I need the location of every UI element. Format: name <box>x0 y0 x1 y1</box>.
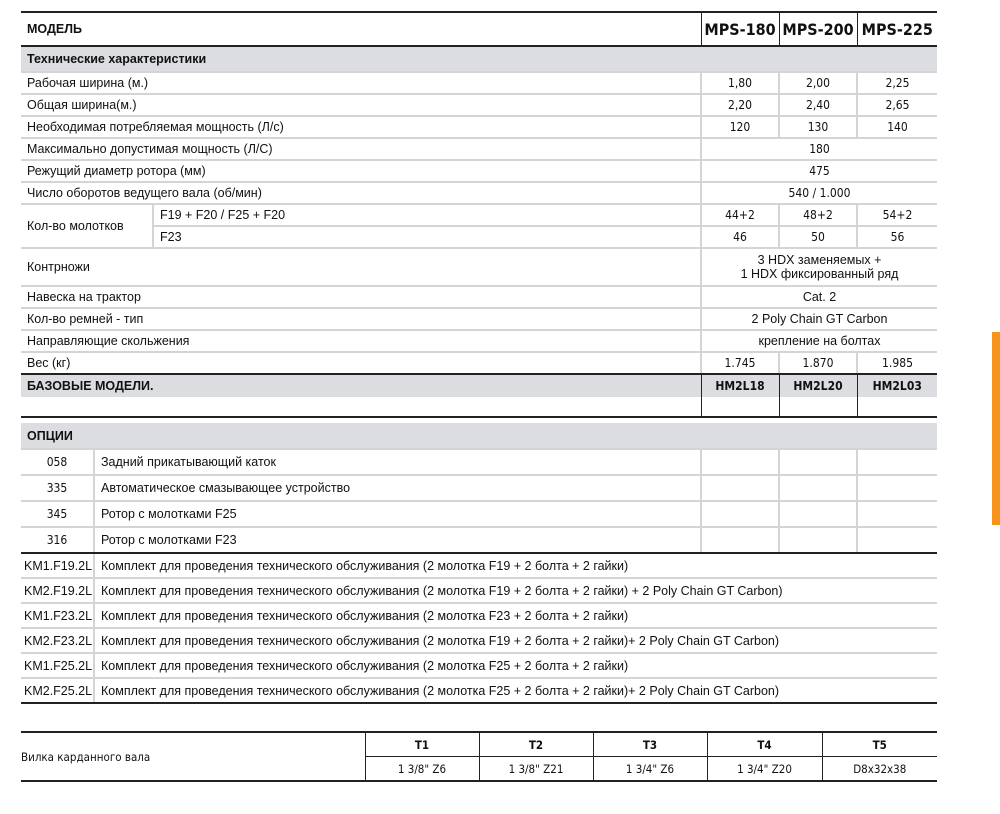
spec-value: 44+2 <box>701 204 779 226</box>
empty-cell <box>779 501 857 527</box>
model-name: MPS-200 <box>779 12 857 46</box>
section-heading: Технические характеристики <box>21 46 937 72</box>
spec-row <box>21 226 937 248</box>
kit-row <box>21 603 937 628</box>
spec-value: 2,00 <box>779 72 857 94</box>
base-model-code: HM2L18 <box>701 374 779 397</box>
spec-label: Навеска на трактор <box>21 286 701 308</box>
spec-label: Рабочая ширина (м.) <box>21 72 701 94</box>
empty-cell <box>779 475 857 501</box>
spec-row <box>21 160 937 182</box>
pto-value: 1 3/4" Z6 <box>593 757 707 782</box>
spec-value: 2,20 <box>701 94 779 116</box>
spec-value: 475 <box>701 160 937 182</box>
spec-value <box>701 248 937 286</box>
empty-cell <box>857 501 937 527</box>
model-header-row <box>21 12 937 46</box>
option-row <box>21 449 937 475</box>
kit-code: KM1.F25.2L <box>21 653 94 678</box>
spec-row <box>21 138 937 160</box>
spec-row <box>21 248 937 286</box>
empty-cell <box>701 397 779 417</box>
kit-desc: Комплект для проведения технического обслуживания (2 молотка F19 + 2 болта + 2 гайки)+ 2 Poly Chain GT Carbon) <box>94 628 937 653</box>
option-desc: Задний прикатывающий каток <box>94 449 701 475</box>
option-desc: Ротор с молотками F23 <box>94 527 701 553</box>
pto-type: T1 <box>365 732 479 757</box>
spec-label: Направляющие скольжения <box>21 330 701 352</box>
spec-row <box>21 182 937 204</box>
base-models-empty-row <box>21 397 937 417</box>
specs-table <box>21 11 937 418</box>
spec-value: 2,65 <box>857 94 937 116</box>
spec-value: 1,80 <box>701 72 779 94</box>
spec-value: 2,40 <box>779 94 857 116</box>
pto-value: 1 3/8" Z21 <box>479 757 593 782</box>
spec-sublabel: F19 + F20 / F25 + F20 <box>153 204 701 226</box>
spec-value-line: 3 HDX заменяемых + <box>757 253 882 267</box>
kit-code: KM2.F25.2L <box>21 678 94 703</box>
empty-cell <box>779 397 857 417</box>
spec-value: 48+2 <box>779 204 857 226</box>
pto-value: D8x32x38 <box>822 757 937 782</box>
spec-label: Режущий диаметр ротора (мм) <box>21 160 701 182</box>
accent-bar <box>992 332 1000 525</box>
empty-cell <box>701 449 779 475</box>
kit-row <box>21 653 937 678</box>
spec-value: 46 <box>701 226 779 248</box>
option-row <box>21 501 937 527</box>
empty-cell <box>701 527 779 553</box>
pto-table <box>21 731 937 782</box>
spec-value: 180 <box>701 138 937 160</box>
empty-cell <box>857 527 937 553</box>
base-models-label: БАЗОВЫЕ МОДЕЛИ. <box>21 374 701 397</box>
spec-label: Кол-во ремней - тип <box>21 308 701 330</box>
spec-value: 1.985 <box>857 352 937 374</box>
spec-label: Необходимая потребляемая мощность (Л/с) <box>21 116 701 138</box>
kit-code: KM1.F23.2L <box>21 603 94 628</box>
kit-desc: Комплект для проведения технического обслуживания (2 молотка F19 + 2 болта + 2 гайки) + 2 Poly Chain GT Carbon) <box>94 578 937 603</box>
spec-label: Максимально допустимая мощность (Л/С) <box>21 138 701 160</box>
spec-label: Кол-во молотков <box>21 204 153 248</box>
spec-value: 2,25 <box>857 72 937 94</box>
spec-row <box>21 72 937 94</box>
empty-cell <box>701 501 779 527</box>
spec-value: 1.870 <box>779 352 857 374</box>
spec-label: Общая ширина(м.) <box>21 94 701 116</box>
kit-desc: Комплект для проведения технического обслуживания (2 молотка F19 + 2 болта + 2 гайки) <box>94 553 937 578</box>
spec-value: 540 / 1.000 <box>701 182 937 204</box>
spec-row <box>21 94 937 116</box>
pto-value: 1 3/8" Z6 <box>365 757 479 782</box>
pto-type: T5 <box>822 732 937 757</box>
section-heading-row <box>21 46 937 72</box>
base-model-code: HM2L20 <box>779 374 857 397</box>
model-name: MPS-225 <box>857 12 937 46</box>
empty-cell <box>779 527 857 553</box>
spec-value: 56 <box>857 226 937 248</box>
option-row <box>21 527 937 553</box>
model-name: MPS-180 <box>701 12 779 46</box>
spec-value: 130 <box>779 116 857 138</box>
option-desc: Ротор с молотками F25 <box>94 501 701 527</box>
empty-cell <box>857 449 937 475</box>
options-table <box>21 423 937 704</box>
kit-desc: Комплект для проведения технического обслуживания (2 молотка F23 + 2 болта + 2 гайки) <box>94 603 937 628</box>
spec-value: 120 <box>701 116 779 138</box>
spec-label: Контрножи <box>21 248 701 286</box>
spec-value-line: 1 HDX фиксированный ряд <box>740 267 899 281</box>
base-models-row <box>21 374 937 397</box>
kit-code: KM1.F19.2L <box>21 553 94 578</box>
spec-row <box>21 204 937 226</box>
kit-desc: Комплект для проведения технического обслуживания (2 молотка F25 + 2 болта + 2 гайки)+ 2 Poly Chain GT Carbon) <box>94 678 937 703</box>
empty-cell <box>21 397 701 417</box>
pto-label: Вилка карданного вала <box>21 749 151 764</box>
empty-cell <box>701 475 779 501</box>
kit-code: KM2.F23.2L <box>21 628 94 653</box>
model-label: МОДЕЛЬ <box>21 12 701 46</box>
empty-cell <box>857 475 937 501</box>
spec-row <box>21 352 937 374</box>
spec-row <box>21 286 937 308</box>
spec-row <box>21 116 937 138</box>
spec-value: крепление на болтах <box>701 330 937 352</box>
kit-row <box>21 578 937 603</box>
spec-value: 50 <box>779 226 857 248</box>
kit-row <box>21 553 937 578</box>
option-code: 058 <box>21 449 94 475</box>
empty-cell <box>779 449 857 475</box>
option-code: 316 <box>21 527 94 553</box>
spec-value: 140 <box>857 116 937 138</box>
spec-label: Вес (кг) <box>21 352 701 374</box>
kit-row <box>21 628 937 653</box>
spec-value: 2 Poly Chain GT Carbon <box>701 308 937 330</box>
pto-type: T3 <box>593 732 707 757</box>
option-desc: Автоматическое смазывающее устройство <box>94 475 701 501</box>
spec-value: Cat. 2 <box>701 286 937 308</box>
options-heading: ОПЦИИ <box>21 423 937 449</box>
spec-row <box>21 308 937 330</box>
option-row <box>21 475 937 501</box>
spec-value: 54+2 <box>857 204 937 226</box>
empty-cell <box>857 397 937 417</box>
kit-row <box>21 678 937 703</box>
pto-type: T2 <box>479 732 593 757</box>
pto-value: 1 3/4" Z20 <box>707 757 822 782</box>
spec-label: Число оборотов ведущего вала (об/мин) <box>21 182 701 204</box>
spec-row <box>21 330 937 352</box>
option-code: 335 <box>21 475 94 501</box>
option-code: 345 <box>21 501 94 527</box>
spec-sublabel: F23 <box>153 226 701 248</box>
pto-type: T4 <box>707 732 822 757</box>
spec-value: 1.745 <box>701 352 779 374</box>
base-model-code: HM2L03 <box>857 374 937 397</box>
kit-desc: Комплект для проведения технического обслуживания (2 молотка F25 + 2 болта + 2 гайки) <box>94 653 937 678</box>
kit-code: KM2.F19.2L <box>21 578 94 603</box>
